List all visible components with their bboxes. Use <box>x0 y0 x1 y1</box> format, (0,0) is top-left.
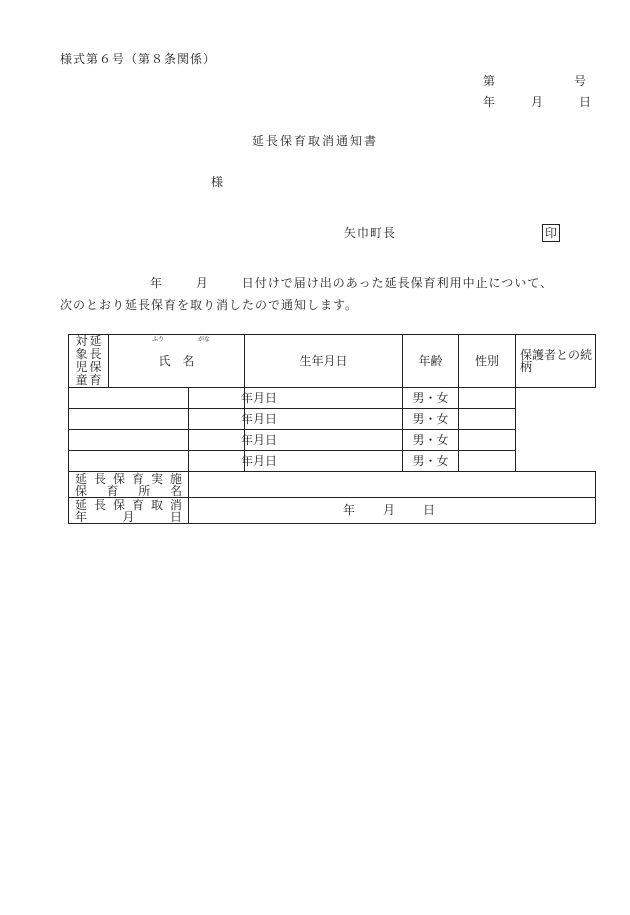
label-char: 育 <box>131 471 144 486</box>
children-table <box>68 334 596 524</box>
body-month: 月 <box>195 276 209 290</box>
dob-unit: 日 <box>265 411 278 426</box>
label-char: 日 <box>169 509 182 524</box>
dob-unit: 日 <box>265 390 278 405</box>
label-char: 育 <box>131 497 144 512</box>
label-char: 年 <box>75 509 88 524</box>
dob-unit: 日 <box>265 432 278 447</box>
relation-header: 保護者との続柄 <box>516 335 596 388</box>
side-label-char: 長 <box>89 347 102 361</box>
child-dob-cell[interactable] <box>189 388 278 409</box>
recipient-honorific: 様 <box>211 175 224 189</box>
child-sex-cell: 男・女 <box>403 388 459 409</box>
dob-unit: 月 <box>253 390 266 405</box>
furigana-label: ふり <box>152 336 165 343</box>
label-char: 取 <box>150 497 163 512</box>
document-number-label: 第 <box>483 74 496 88</box>
label-char: 施 <box>169 471 182 486</box>
dob-unit: 日 <box>265 453 278 468</box>
child-sex-cell: 男・女 <box>403 451 459 472</box>
child-row <box>69 409 596 430</box>
dob-unit: 年 <box>241 411 254 426</box>
body-year: 年 <box>150 276 164 290</box>
child-name-cell[interactable] <box>69 388 189 409</box>
side-label-char: 童 <box>75 373 88 387</box>
child-name-cell[interactable] <box>69 409 189 430</box>
form-number: 様式第６号（第８条関係） <box>60 52 217 66</box>
table-header-row <box>69 335 596 388</box>
cancel-date-value[interactable] <box>189 498 596 524</box>
side-label-char: 育 <box>89 373 102 387</box>
dob-unit: 月 <box>253 453 266 468</box>
child-sex-cell: 男・女 <box>403 409 459 430</box>
child-relation-cell[interactable] <box>459 430 516 451</box>
label-char: 保 <box>75 483 88 498</box>
body-line-2: 次のとおり延長保育を取り消したので通知します。 <box>60 298 359 312</box>
child-name-cell[interactable] <box>69 430 189 451</box>
furigana-label: がな <box>198 336 211 343</box>
child-dob-cell[interactable] <box>189 430 278 451</box>
label-char: 所 <box>138 483 151 498</box>
dob-unit: 年 <box>241 432 254 447</box>
label-char: 月 <box>122 509 135 524</box>
child-row <box>69 388 596 409</box>
issue-date <box>483 95 591 109</box>
child-name-cell[interactable] <box>69 451 189 472</box>
dob-unit: 月 <box>253 411 266 426</box>
issue-date-month: 月 <box>530 95 543 109</box>
label-char: 延 <box>75 497 88 512</box>
label-char: 保 <box>112 497 125 512</box>
document-number-suffix: 号 <box>574 74 587 88</box>
dob-unit: 月 <box>253 432 266 447</box>
child-row <box>69 430 596 451</box>
sender-name: 矢巾町長 <box>344 226 397 240</box>
side-label-char: 児 <box>75 360 88 374</box>
cancel-date-row <box>69 498 596 524</box>
name-header <box>109 335 245 388</box>
label-char: 保 <box>112 471 125 486</box>
dob-header: 生年月日 <box>245 335 403 388</box>
facility-name-value[interactable] <box>189 472 596 498</box>
label-char: 実 <box>150 471 163 486</box>
child-relation-cell[interactable] <box>459 451 516 472</box>
issue-date-year: 年 <box>483 95 496 109</box>
dob-unit: 年 <box>241 453 254 468</box>
cancel-date-unit: 年 <box>343 503 356 517</box>
seal-mark: 印 <box>542 224 560 242</box>
child-dob-cell[interactable] <box>189 451 278 472</box>
side-label-char: 対 <box>75 334 88 348</box>
cancel-date-unit: 月 <box>382 503 395 517</box>
child-relation-cell[interactable] <box>459 409 516 430</box>
cancel-date-label <box>69 498 189 524</box>
label-char: 消 <box>169 497 182 512</box>
label-char: 名 <box>169 483 182 498</box>
child-dob-cell[interactable] <box>189 409 278 430</box>
facility-row <box>69 472 596 498</box>
dob-unit: 年 <box>241 390 254 405</box>
side-label-char: 延 <box>89 334 102 348</box>
label-char: 育 <box>106 483 119 498</box>
body-line-1 <box>150 276 553 290</box>
side-label-char: 象 <box>75 347 88 361</box>
body-line-1-text: 日付けで届け出のあった延長保育利用中止について、 <box>241 276 554 290</box>
side-label-column <box>90 335 102 387</box>
child-row <box>69 451 596 472</box>
side-label-column <box>75 335 87 387</box>
child-sex-cell: 男・女 <box>403 430 459 451</box>
sex-header: 性別 <box>459 335 516 388</box>
label-char: 長 <box>93 497 106 512</box>
child-relation-cell[interactable] <box>459 388 516 409</box>
label-char: 延 <box>75 471 88 486</box>
document-title: 延長保育取消通知書 <box>251 134 378 148</box>
facility-label <box>69 472 189 498</box>
cancel-date-unit: 日 <box>422 503 435 517</box>
target-children-label <box>69 335 109 388</box>
age-header: 年齢 <box>403 335 459 388</box>
label-char: 長 <box>93 471 106 486</box>
issue-date-day: 日 <box>578 95 591 109</box>
side-label-char: 保 <box>89 360 102 374</box>
name-header-text: 氏 名 <box>158 353 195 368</box>
